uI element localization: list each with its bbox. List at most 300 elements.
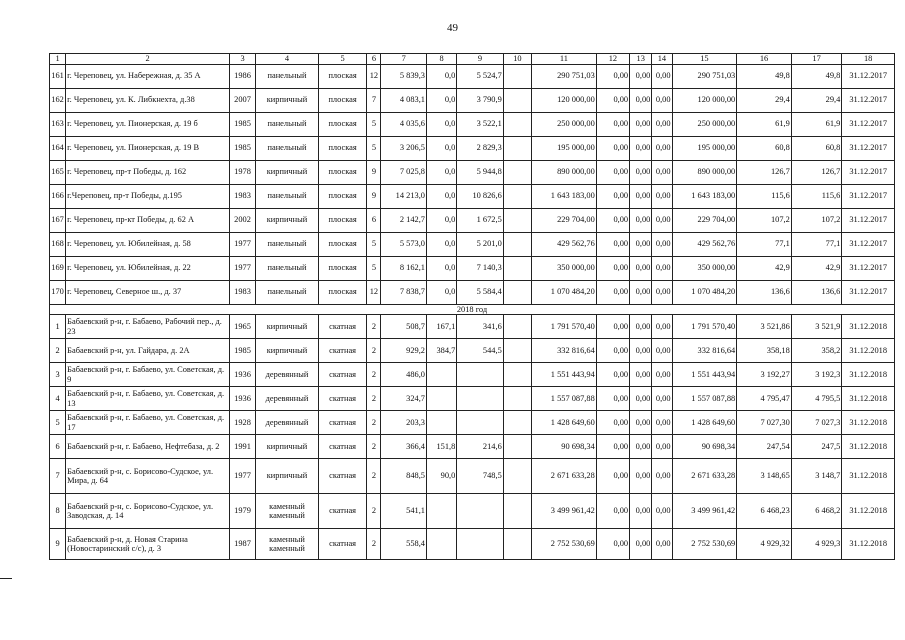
table-cell: панельный (256, 280, 319, 304)
table-cell (503, 280, 531, 304)
table-cell: 0,00 (596, 411, 629, 435)
column-header: 2 (66, 54, 230, 65)
table-cell: 1985 (229, 112, 255, 136)
table-cell (503, 184, 531, 208)
table-cell: 8 162,1 (381, 256, 426, 280)
table-cell: 1977 (229, 232, 255, 256)
table-cell: 0,00 (630, 494, 652, 529)
table-cell: 0,00 (596, 112, 629, 136)
table-cell: 3 790,9 (457, 88, 503, 112)
table-cell: 214,6 (457, 435, 503, 459)
table-cell: 4 929,3 (791, 529, 842, 560)
table-cell: 9 (367, 184, 381, 208)
table-cell: г.Череповец, пр-т Победы, д.195 (66, 184, 230, 208)
table-cell: 558,4 (381, 529, 426, 560)
table-cell: Бабаевский р-н, с. Борисово-Судское, ул. Мира, д. 64 (66, 459, 230, 494)
table-cell: 31.12.2017 (842, 136, 895, 160)
table-cell: панельный (256, 64, 319, 88)
table-cell: кирпичный (256, 208, 319, 232)
table-cell: 350 000,00 (532, 256, 597, 280)
table-cell: 165 (50, 160, 66, 184)
table-cell: 0,00 (652, 387, 672, 411)
table-cell: 1 428 649,60 (532, 411, 597, 435)
table-cell: 61,9 (791, 112, 842, 136)
table-cell: 4 (50, 387, 66, 411)
table-cell: 1979 (229, 494, 255, 529)
table-cell (503, 363, 531, 387)
table-cell: 12 (367, 280, 381, 304)
table-cell: 5 (367, 256, 381, 280)
table-cell: 0,00 (652, 459, 672, 494)
table-cell: 1 551 443,94 (532, 363, 597, 387)
table-cell: 31.12.2018 (842, 387, 895, 411)
table-cell: 31.12.2017 (842, 88, 895, 112)
table-cell: 0,00 (652, 363, 672, 387)
table-cell (457, 387, 503, 411)
table-cell: 5 944,8 (457, 160, 503, 184)
table-cell: 29,4 (737, 88, 792, 112)
table-cell (457, 411, 503, 435)
table-cell: 429 562,76 (532, 232, 597, 256)
column-header: 16 (737, 54, 792, 65)
table-cell: 4 083,1 (381, 88, 426, 112)
table-cell: 890 000,00 (672, 160, 737, 184)
table-cell: 1 672,5 (457, 208, 503, 232)
table-cell: 7 (367, 88, 381, 112)
table-cell: 1987 (229, 529, 255, 560)
table-cell: 167,1 (426, 315, 456, 339)
table-cell: 3 521,9 (791, 315, 842, 339)
table-cell: 0,00 (596, 459, 629, 494)
table-cell: г. Череповец, Северное ш., д. 37 (66, 280, 230, 304)
table-cell: 0,00 (596, 64, 629, 88)
table-cell: 0,00 (630, 339, 652, 363)
table-cell: 7 027,3 (791, 411, 842, 435)
table-cell: 7 140,3 (457, 256, 503, 280)
table-cell: 31.12.2018 (842, 494, 895, 529)
table-cell: 115,6 (791, 184, 842, 208)
table-cell: 0,00 (652, 280, 672, 304)
table-cell: 3 148,7 (791, 459, 842, 494)
table-cell: 1 070 484,20 (672, 280, 737, 304)
table-cell: 1986 (229, 64, 255, 88)
table-cell: 31.12.2017 (842, 208, 895, 232)
table-row (50, 339, 895, 363)
table-cell (503, 112, 531, 136)
table-cell: кирпичный (256, 160, 319, 184)
table-cell: 929,2 (381, 339, 426, 363)
table-cell: плоская (318, 232, 367, 256)
table-cell: 151,8 (426, 435, 456, 459)
table-cell: панельный (256, 112, 319, 136)
table-cell: 3 522,1 (457, 112, 503, 136)
table-cell: 8 (50, 494, 66, 529)
table-row (50, 88, 895, 112)
table-cell: Бабаевский р-н, ул. Гайдара, д. 2А (66, 339, 230, 363)
table-cell: 167 (50, 208, 66, 232)
table-cell: 49,8 (791, 64, 842, 88)
table-cell: 290 751,03 (672, 64, 737, 88)
table-cell: 0,00 (630, 136, 652, 160)
table-cell: 247,5 (791, 435, 842, 459)
housing-repair-table (49, 53, 895, 560)
table-cell: 0,00 (596, 184, 629, 208)
table-cell: 29,4 (791, 88, 842, 112)
table-cell: 0,00 (630, 232, 652, 256)
table-row (50, 112, 895, 136)
table-cell (503, 232, 531, 256)
table-cell: 0,0 (426, 136, 456, 160)
table-cell: 6 468,2 (791, 494, 842, 529)
table-cell: 42,9 (791, 256, 842, 280)
table-cell: 0,00 (630, 112, 652, 136)
table-cell: 163 (50, 112, 66, 136)
table-cell: 0,00 (596, 160, 629, 184)
table-cell: 0,0 (426, 232, 456, 256)
table-cell: 1 643 183,00 (672, 184, 737, 208)
table-cell: 0,00 (630, 411, 652, 435)
table-cell: 2 (50, 339, 66, 363)
table-cell: 5 584,4 (457, 280, 503, 304)
table-cell: 9 (50, 529, 66, 560)
table-cell: 0,00 (652, 315, 672, 339)
table-cell: 0,00 (652, 160, 672, 184)
table-cell (503, 136, 531, 160)
table-cell (503, 315, 531, 339)
table-cell: г. Череповец, пр-т Победы, д. 162 (66, 160, 230, 184)
table-cell: 90,0 (426, 459, 456, 494)
table-row (50, 64, 895, 88)
table-row (50, 494, 895, 529)
table-cell: 1936 (229, 387, 255, 411)
table-cell: 0,00 (596, 136, 629, 160)
table-cell: 748,5 (457, 459, 503, 494)
table-cell: 1 791 570,40 (672, 315, 737, 339)
table-cell: 126,7 (737, 160, 792, 184)
table-cell: 31.12.2017 (842, 160, 895, 184)
table-cell: деревянный (256, 387, 319, 411)
table-cell: 31.12.2018 (842, 459, 895, 494)
table-cell: 2 (367, 363, 381, 387)
table-cell: панельный (256, 136, 319, 160)
table-cell: 0,00 (652, 529, 672, 560)
table-cell: 7 838,7 (381, 280, 426, 304)
table-cell: плоская (318, 136, 367, 160)
table-cell: 31.12.2017 (842, 280, 895, 304)
column-header: 14 (652, 54, 672, 65)
table-cell: 0,00 (652, 136, 672, 160)
table-cell: 2 (367, 435, 381, 459)
table-cell: 0,00 (652, 411, 672, 435)
table-cell: 161 (50, 64, 66, 88)
table-cell: 31.12.2018 (842, 529, 895, 560)
table-cell: плоская (318, 88, 367, 112)
column-header: 7 (381, 54, 426, 65)
table-row (50, 208, 895, 232)
table-cell (503, 529, 531, 560)
table-row (50, 136, 895, 160)
table-row (50, 315, 895, 339)
table-cell: 1928 (229, 411, 255, 435)
column-header: 8 (426, 54, 456, 65)
table-cell: 332 816,64 (672, 339, 737, 363)
table-cell: 3 499 961,42 (672, 494, 737, 529)
table-cell: 9 (367, 160, 381, 184)
table-cell: 115,6 (737, 184, 792, 208)
table-cell (426, 363, 456, 387)
table-cell: 229 704,00 (672, 208, 737, 232)
table-cell: Бабаевский р-н, с. Борисово-Судское, ул. Заводская, д. 14 (66, 494, 230, 529)
table-cell: 170 (50, 280, 66, 304)
table-cell: г. Череповец, ул. Юбилейная, д. 58 (66, 232, 230, 256)
table-cell: 890 000,00 (532, 160, 597, 184)
table-cell: 31.12.2018 (842, 339, 895, 363)
table-cell: 5 573,0 (381, 232, 426, 256)
table-cell: 0,00 (652, 208, 672, 232)
column-header: 17 (791, 54, 842, 65)
table-cell: скатная (318, 411, 367, 435)
table-cell: г. Череповец, пр-кт Победы, д. 62 А (66, 208, 230, 232)
table-cell: 250 000,00 (532, 112, 597, 136)
table-cell: 1965 (229, 315, 255, 339)
table-cell: 541,1 (381, 494, 426, 529)
table-cell: 31.12.2018 (842, 411, 895, 435)
table-cell: каменный каменный (256, 494, 319, 529)
table-cell: 0,00 (630, 256, 652, 280)
table-cell: плоская (318, 64, 367, 88)
table-cell: скатная (318, 387, 367, 411)
column-header: 18 (842, 54, 895, 65)
table-cell: 350 000,00 (672, 256, 737, 280)
table-cell: 107,2 (791, 208, 842, 232)
table-cell: 77,1 (791, 232, 842, 256)
table-cell: плоская (318, 280, 367, 304)
table-cell: 10 826,6 (457, 184, 503, 208)
table-cell (503, 64, 531, 88)
table-cell: деревянный (256, 363, 319, 387)
table-cell: 0,0 (426, 112, 456, 136)
table-cell: 1 428 649,60 (672, 411, 737, 435)
table-cell: 341,6 (457, 315, 503, 339)
table-cell: г. Череповец, ул. К. Либкнехта, д.38 (66, 88, 230, 112)
table-cell: 332 816,64 (532, 339, 597, 363)
table-cell: 164 (50, 136, 66, 160)
table-cell (503, 256, 531, 280)
table-cell: скатная (318, 529, 367, 560)
table-cell: кирпичный (256, 315, 319, 339)
table-cell: 1977 (229, 256, 255, 280)
table-cell: 120 000,00 (532, 88, 597, 112)
column-header: 15 (672, 54, 737, 65)
column-header: 3 (229, 54, 255, 65)
table-cell: 2 (367, 494, 381, 529)
table-cell (426, 529, 456, 560)
table-cell: г. Череповец, ул. Юбилейная, д. 22 (66, 256, 230, 280)
table-cell: 6 468,23 (737, 494, 792, 529)
table-cell (426, 387, 456, 411)
table-cell: 0,00 (630, 64, 652, 88)
table-cell: 31.12.2018 (842, 435, 895, 459)
table-cell: 3 192,27 (737, 363, 792, 387)
table-cell: 61,9 (737, 112, 792, 136)
table-cell: 1983 (229, 184, 255, 208)
table-cell: 203,3 (381, 411, 426, 435)
table-cell: 0,00 (652, 184, 672, 208)
table-cell: 0,0 (426, 64, 456, 88)
table-cell: 126,7 (791, 160, 842, 184)
table-cell: 14 213,0 (381, 184, 426, 208)
table-cell: 0,00 (596, 435, 629, 459)
table-cell: 3 192,3 (791, 363, 842, 387)
table-cell: 1 791 570,40 (532, 315, 597, 339)
table-cell: 2 142,7 (381, 208, 426, 232)
table-cell: 3 521,86 (737, 315, 792, 339)
table-cell: 0,00 (630, 387, 652, 411)
table-cell: панельный (256, 184, 319, 208)
table-cell: 0,00 (630, 280, 652, 304)
table-cell: 2 752 530,69 (532, 529, 597, 560)
table-cell: 0,00 (630, 315, 652, 339)
table-cell: 0,00 (596, 256, 629, 280)
table-cell: плоская (318, 160, 367, 184)
column-header: 9 (457, 54, 503, 65)
table-cell: 60,8 (737, 136, 792, 160)
table-cell: 0,00 (596, 339, 629, 363)
table-cell: 544,5 (457, 339, 503, 363)
table-cell: 366,4 (381, 435, 426, 459)
table-cell: Бабаевский р-н, г. Бабаево, ул. Советская, д. 17 (66, 411, 230, 435)
table-cell: 3 148,65 (737, 459, 792, 494)
table-cell: 0,00 (596, 387, 629, 411)
table-cell: 3 499 961,42 (532, 494, 597, 529)
column-header: 6 (367, 54, 381, 65)
table-cell: плоская (318, 184, 367, 208)
table-row (50, 363, 895, 387)
table-row (50, 411, 895, 435)
table-cell: 0,0 (426, 184, 456, 208)
table-cell: 5 (50, 411, 66, 435)
table-cell: 0,0 (426, 160, 456, 184)
table-cell: 290 751,03 (532, 64, 597, 88)
table-cell: 1977 (229, 459, 255, 494)
table-row (50, 459, 895, 494)
table-cell: скатная (318, 315, 367, 339)
table-cell: 250 000,00 (672, 112, 737, 136)
table-cell: 4 795,47 (737, 387, 792, 411)
table-row (50, 387, 895, 411)
table-row (50, 280, 895, 304)
table-cell: 168 (50, 232, 66, 256)
table-cell: 5 524,7 (457, 64, 503, 88)
table-cell: 2 (367, 529, 381, 560)
table-cell: 7 (50, 459, 66, 494)
table-cell: 42,9 (737, 256, 792, 280)
table-cell: скатная (318, 435, 367, 459)
table-cell: 358,2 (791, 339, 842, 363)
table-cell: 3 (50, 363, 66, 387)
table-cell: 31.12.2018 (842, 363, 895, 387)
column-header: 12 (596, 54, 629, 65)
table-cell: 2 671 633,28 (532, 459, 597, 494)
table-cell: 0,0 (426, 88, 456, 112)
table-cell: 0,00 (652, 88, 672, 112)
table-cell: 0,00 (630, 88, 652, 112)
table-cell: скатная (318, 363, 367, 387)
table-cell: 247,54 (737, 435, 792, 459)
table-cell: 6 (367, 208, 381, 232)
table-cell: 2 752 530,69 (672, 529, 737, 560)
table-cell: г. Череповец, ул. Пионерская, д. 19 В (66, 136, 230, 160)
table-cell: 7 027,30 (737, 411, 792, 435)
table-cell: 107,2 (737, 208, 792, 232)
table-cell: 166 (50, 184, 66, 208)
table-cell: плоская (318, 256, 367, 280)
column-header: 11 (532, 54, 597, 65)
table-cell: 3 206,5 (381, 136, 426, 160)
table-cell: 1985 (229, 136, 255, 160)
table-cell: 324,7 (381, 387, 426, 411)
table-cell: 5 (367, 232, 381, 256)
table-cell: 429 562,76 (672, 232, 737, 256)
table-cell (503, 160, 531, 184)
table-cell: 1 643 183,00 (532, 184, 597, 208)
table-cell: 0,00 (652, 232, 672, 256)
table-cell: 0,0 (426, 256, 456, 280)
table-cell: 0,00 (630, 208, 652, 232)
table-cell: 195 000,00 (672, 136, 737, 160)
table-cell: 2 (367, 411, 381, 435)
margin-mark (0, 578, 12, 579)
table-cell: 195 000,00 (532, 136, 597, 160)
table-cell: 5 839,3 (381, 64, 426, 88)
table-cell: плоская (318, 208, 367, 232)
table-cell: 0,00 (630, 459, 652, 494)
table-cell: г. Череповец, ул. Набережная, д. 35 А (66, 64, 230, 88)
column-header: 5 (318, 54, 367, 65)
table-cell: 0,00 (596, 315, 629, 339)
table-cell: кирпичный (256, 459, 319, 494)
table-cell: 0,00 (596, 88, 629, 112)
table-row (50, 256, 895, 280)
table-cell: Бабаевский р-н, г. Бабаево, Нефтебаза, д. 2 (66, 435, 230, 459)
page-number: 49 (447, 22, 458, 34)
table-cell: 136,6 (791, 280, 842, 304)
table-cell: 0,00 (652, 494, 672, 529)
table-cell: Бабаевский р-н, г. Бабаево, Рабочий пер., д. 23 (66, 315, 230, 339)
column-header: 4 (256, 54, 319, 65)
table-cell: 0,00 (630, 160, 652, 184)
table-cell: 6 (50, 435, 66, 459)
table-cell (503, 387, 531, 411)
table-cell (503, 435, 531, 459)
table-cell: 0,00 (596, 232, 629, 256)
year-separator-row (50, 304, 895, 315)
table-cell (426, 494, 456, 529)
table-cell: Бабаевский р-н, г. Бабаево, ул. Советская, д. 13 (66, 387, 230, 411)
table-cell: 12 (367, 64, 381, 88)
table-cell: 77,1 (737, 232, 792, 256)
table-cell: скатная (318, 459, 367, 494)
table-cell: плоская (318, 112, 367, 136)
table-cell (503, 494, 531, 529)
table-cell: 0,00 (652, 256, 672, 280)
table-cell: кирпичный (256, 88, 319, 112)
table-cell: 31.12.2017 (842, 256, 895, 280)
table-cell: 2 829,3 (457, 136, 503, 160)
table-cell: 0,00 (630, 184, 652, 208)
table-cell: кирпичный (256, 339, 319, 363)
table-cell (426, 411, 456, 435)
